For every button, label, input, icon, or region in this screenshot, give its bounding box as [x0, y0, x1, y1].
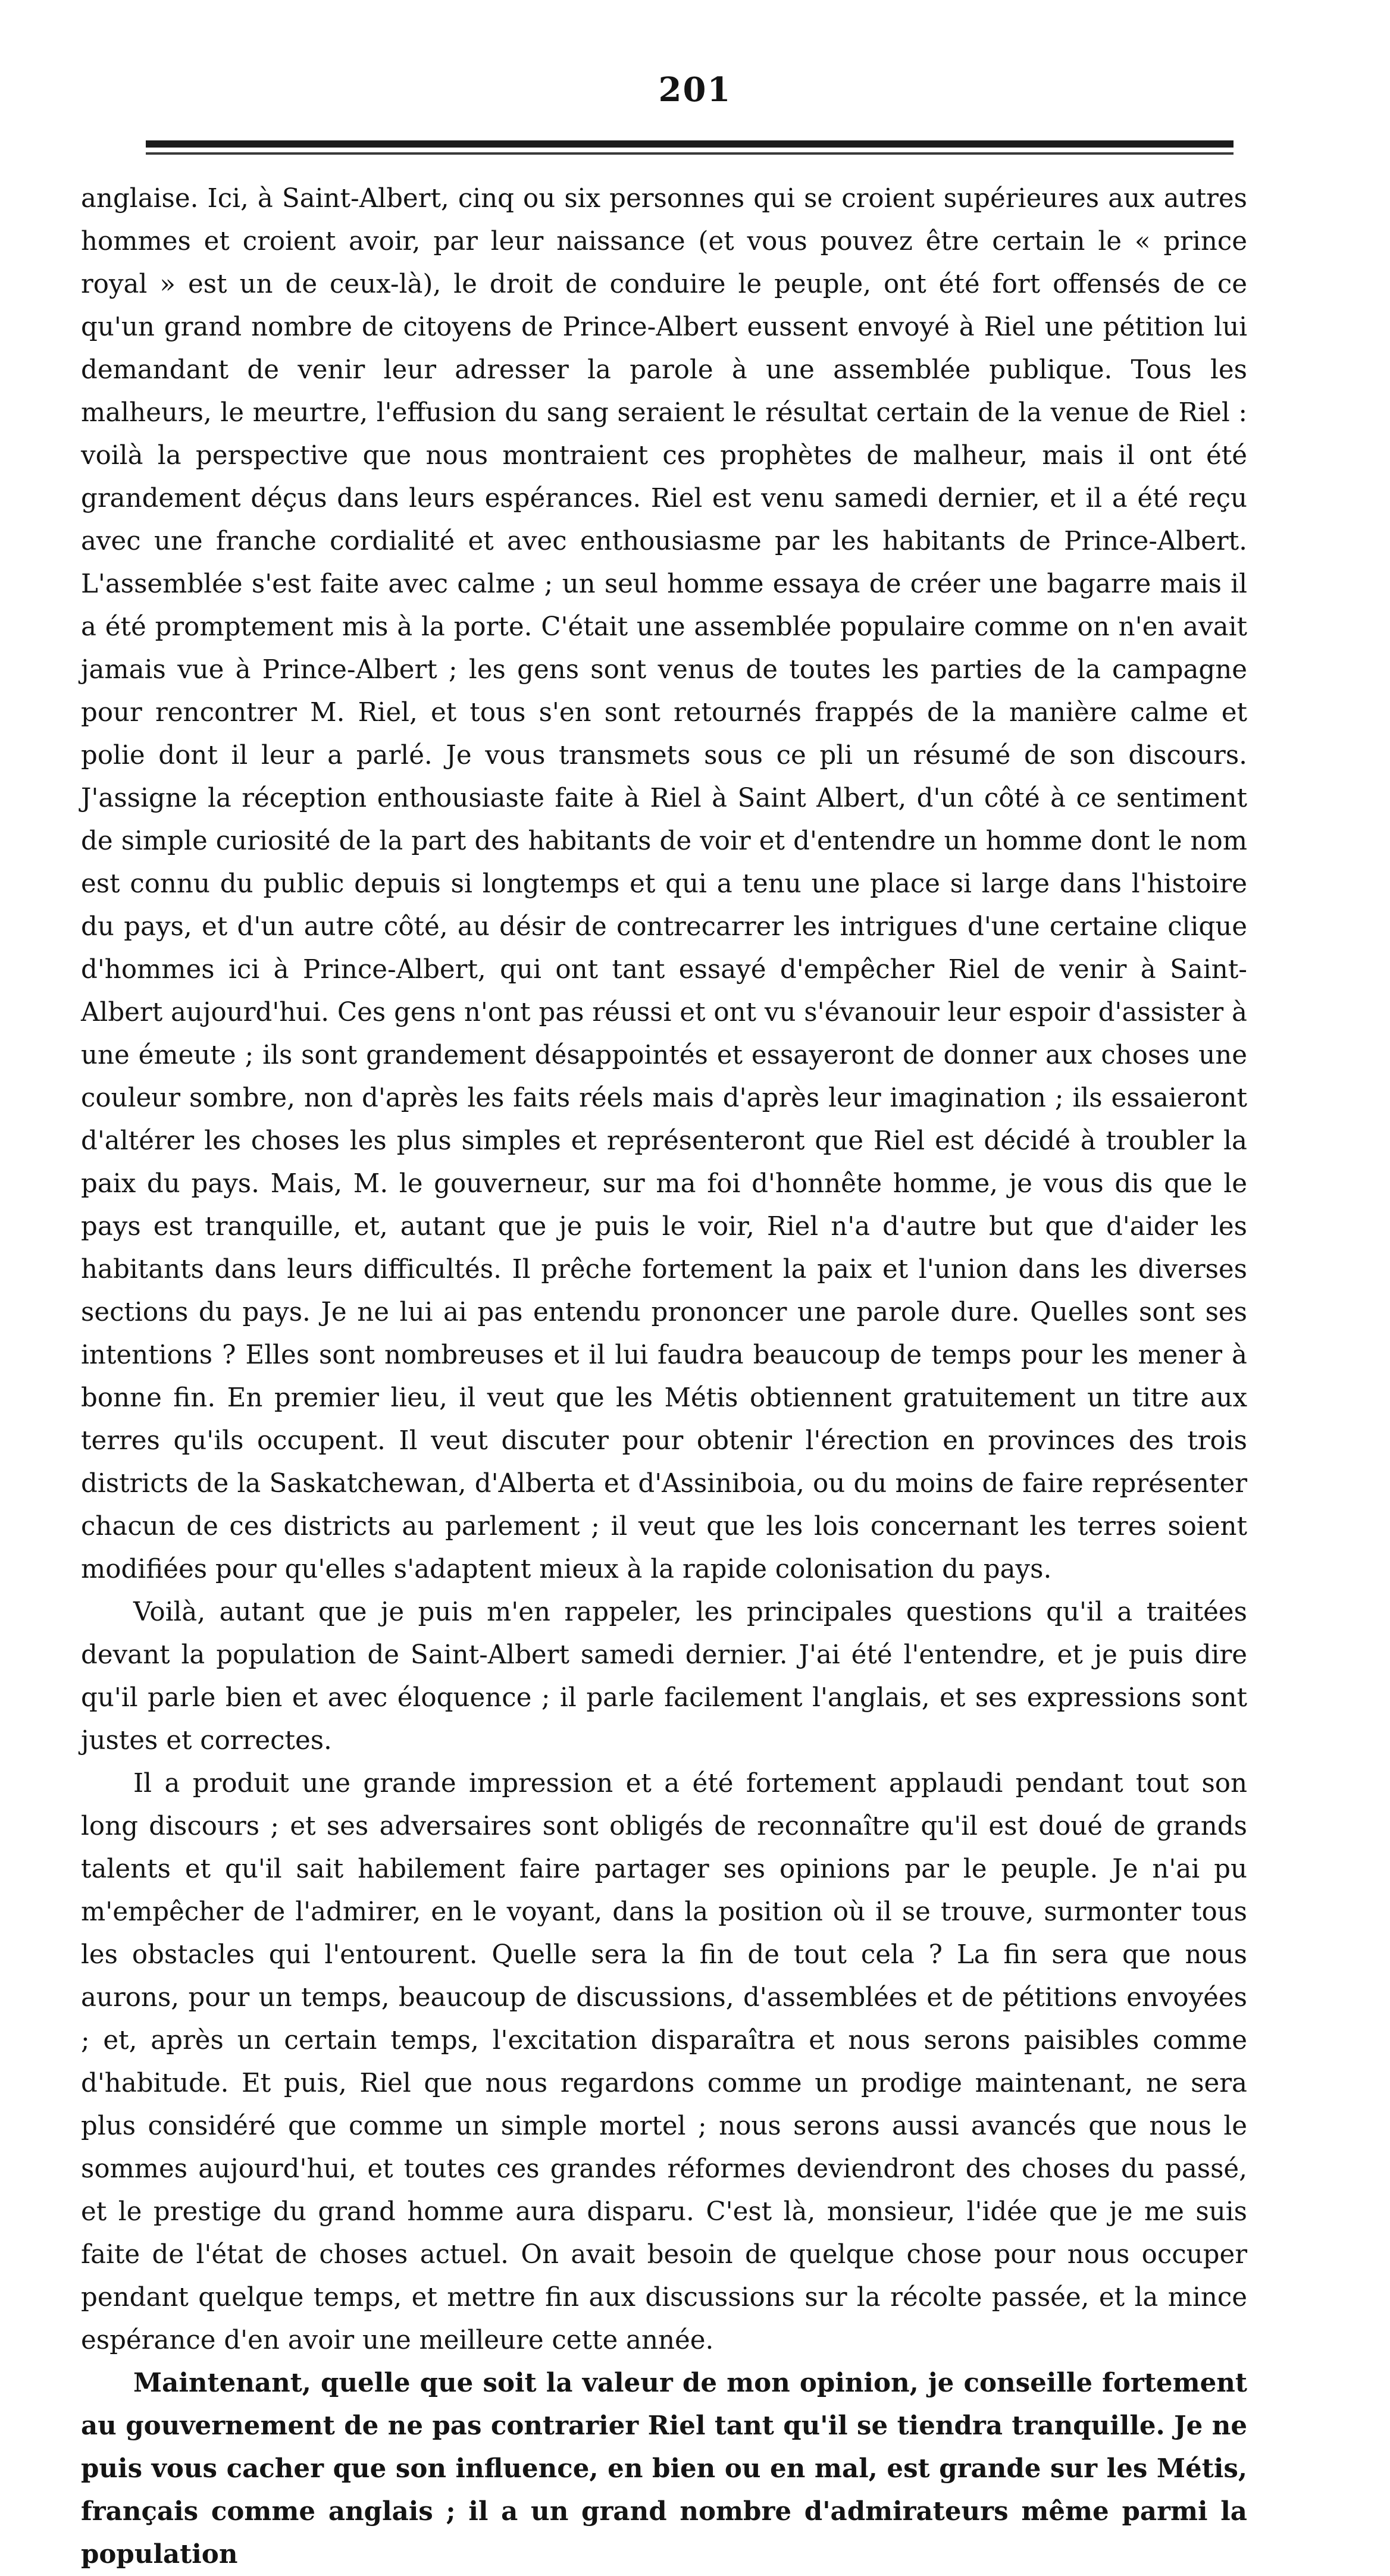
- header-rule: [146, 140, 1234, 148]
- body-text: [81, 177, 1247, 2576]
- header-rule-thin: [146, 152, 1234, 155]
- paragraph-3: Il a produit une grande impression et a été fortement applaudi pendant tout son long discours ; et ses adversaires sont obligés de reconnaître qu'il est doué de grands talents et qu'il sait habilement faire partager ses opinions par le peuple. Je n'ai pu m'empêcher de l'admirer, en le voyant, dans la position où il se trouve, surmonter tous les obstacles qui l'entourent. Quelle sera la fin de tout cela ? La fin sera que nous aurons, pour un temps, beaucoup de discussions, d'assemblées et de pétitions envoyées ; et, après un certain temps, l'excitation disparaîtra et nous serons paisibles comme d'habitude. Et puis, Riel que nous regardons comme un prodige maintenant, ne sera plus considéré que comme un simple mortel ; nous serons aussi avancés que nous le sommes aujourd'hui, et toutes ces grandes réformes deviendront des choses du passé, et le prestige du grand homme aura disparu. C'est là, monsieur, l'idée que je me suis faite de l'état de choses actuel. On avait besoin de quelque chose pour nous occuper pendant quelque temps, et mettre fin aux discussions sur la récolte passée, et la mince espérance d'en avoir une meilleure cette année.: [81, 1769, 1247, 2355]
- page-number: 201: [658, 70, 732, 109]
- paragraph-4: Maintenant, quelle que soit la valeur de mon opinion, je conseille fortement au gouvernement de ne pas contrarier Riel tant qu'il se tiendra tranquille. Je ne puis vous cacher que son influence, en bien ou en mal, est grande sur les Métis, français comme anglais ; il a un grand nombre d'admirateurs même parmi la population: [81, 2368, 1247, 2569]
- paragraph-1: anglaise. Ici, à Saint-Albert, cinq ou six personnes qui se croient supérieures aux autres hommes et croient avoir, par leur naissance (et vous pouvez être certain le « prince royal » est un de ceux-là), le droit de conduire le peuple, ont été fort offensés de ce qu'un grand nombre de citoyens de Prince-Albert eussent envoyé à Riel une pétition lui demandant de venir leur adresser la parole à une assemblée publique. Tous les malheurs, le meurtre, l'effusion du sang seraient le résultat certain de la venue de Riel : voilà la perspective que nous montraient ces prophètes de malheur, mais il ont été grandement déçus dans leurs espérances. Riel est venu samedi dernier, et il a été reçu avec une franche cordialité et avec enthousiasme par les habitants de Prince-Albert. L'assemblée s'est faite avec calme ; un seul homme essaya de créer une bagarre mais il a été promptement mis à la porte. C'était une assemblée populaire comme on n'en avait jamais vue à Prince-Albert ; les gens sont venus de toutes les parties de la campagne pour rencontrer M. Riel, et tous s'en sont retournés frappés de la manière calme et polie dont il leur a parlé. Je vous transmets sous ce pli un résumé de son discours. J'assigne la réception enthousiaste faite à Riel à Saint Albert, d'un côté à ce sentiment de simple curiosité de la part des habitants de voir et d'entendre un homme dont le nom est connu du public depuis si longtemps et qui a tenu une place si large dans l'histoire du pays, et d'un autre côté, au désir de contrecarrer les intrigues d'une certaine clique d'hommes ici à Prince-Albert, qui ont tant essayé d'empêcher Riel de venir à Saint-Albert aujourd'hui. Ces gens n'ont pas réussi et ont vu s'évanouir leur espoir d'assister à une émeute ; ils sont grandement désappointés et essayeront de donner aux choses une couleur sombre, non d'après les faits réels mais d'après leur imagination ; ils essaieront d'altérer les choses les plus simples et représenteront que Riel est décidé à troubler la paix du pays. Mais, M. le gouverneur, sur ma foi d'honnête homme, je vous dis que le pays est tranquille, et, autant que je puis le voir, Riel n'a d'autre but que d'aider les habitants dans leurs difficultés. Il prêche fortement la paix et l'union dans les diverses sections du pays. Je ne lui ai pas entendu prononcer une parole dure. Quelles sont ses intentions ? Elles sont nombreuses et il lui faudra beaucoup de temps pour les mener à bonne fin. En premier lieu, il veut que les Métis obtiennent gratuitement un titre aux terres qu'ils occupent. Il veut discuter pour obtenir l'érection en provinces des trois districts de la Saskatchewan, d'Alberta et d'Assiniboia, ou du moins de faire représenter chacun de ces districts au parlement ; il veut que les lois concernant les terres soient modifiées pour qu'elles s'adaptent mieux à la rapide colonisation du pays.: [81, 184, 1247, 1584]
- paragraph-2: Voilà, autant que je puis m'en rappeler, les principales questions qu'il a traitées devant la population de Saint-Albert samedi dernier. J'ai été l'entendre, et je puis dire qu'il parle bien et avec éloquence ; il parle facilement l'anglais, et ses expressions sont justes et correctes.: [81, 1597, 1247, 1756]
